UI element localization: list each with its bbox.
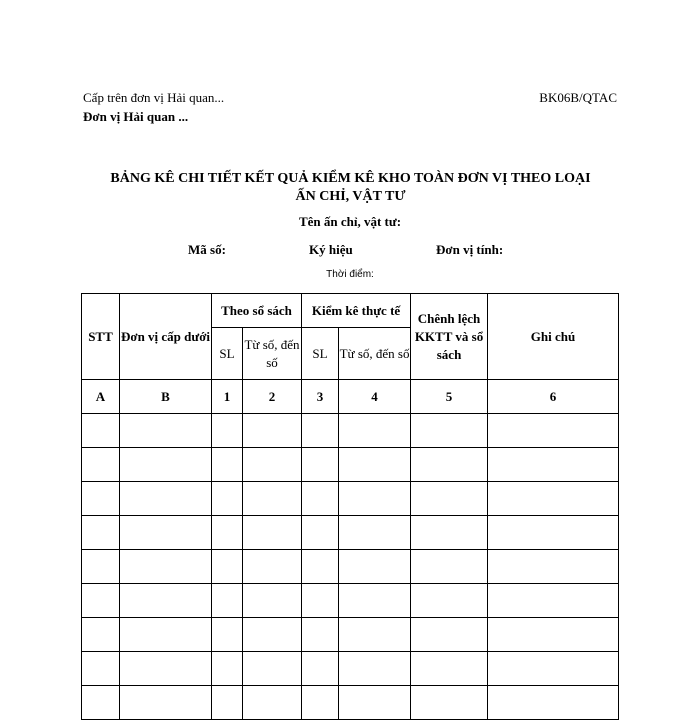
- header-actual-qty: SL: [302, 328, 339, 380]
- table-cell: [339, 414, 411, 448]
- table-cell: [488, 686, 619, 720]
- table-cell: [339, 584, 411, 618]
- table-cell: [339, 516, 411, 550]
- table-cell: [243, 618, 302, 652]
- table-cell: [243, 652, 302, 686]
- table-cell: [488, 584, 619, 618]
- table-cell: [411, 550, 488, 584]
- table-cell: [302, 550, 339, 584]
- table-cell: [243, 516, 302, 550]
- table-cell: [120, 652, 212, 686]
- table-cell: [302, 618, 339, 652]
- table-row: [82, 550, 619, 584]
- table-cell: [411, 686, 488, 720]
- table-cell: [82, 482, 120, 516]
- table-cell: [243, 584, 302, 618]
- inventory-table: [81, 293, 619, 720]
- table-cell: [411, 516, 488, 550]
- table-cell: [212, 618, 243, 652]
- form-code: BK06B/QTAC: [539, 90, 617, 105]
- table-cell: [488, 414, 619, 448]
- table-cell: [120, 686, 212, 720]
- table-cell: [488, 550, 619, 584]
- parent-agency-label: Cấp trên đơn vị Hải quan...: [83, 90, 225, 105]
- header-per-books: Theo sổ sách: [212, 294, 302, 328]
- table-cell: [243, 482, 302, 516]
- table-cell: [488, 448, 619, 482]
- table-cell: [212, 686, 243, 720]
- table-cell: [82, 448, 120, 482]
- table-cell: [243, 550, 302, 584]
- header-difference: Chênh lệch KKTT và sổ sách: [411, 294, 488, 380]
- table-cell: [302, 516, 339, 550]
- header-books-range: Từ số, đến số: [243, 328, 302, 380]
- document-title: [83, 170, 618, 206]
- table-cell: [212, 516, 243, 550]
- table-cell: [120, 584, 212, 618]
- table-cell: [82, 618, 120, 652]
- table-cell: [302, 686, 339, 720]
- table-cell: [243, 448, 302, 482]
- table-cell: [212, 584, 243, 618]
- table-cell: [339, 686, 411, 720]
- table-cell: [411, 618, 488, 652]
- title-line-2: ẤN CHỈ, VẬT TƯ: [295, 189, 406, 204]
- table-cell: [339, 550, 411, 584]
- table-cell: [339, 482, 411, 516]
- table-row: [82, 414, 619, 448]
- header-notes: Ghi chú: [488, 294, 619, 380]
- table-cell: [120, 482, 212, 516]
- table-cell: [411, 584, 488, 618]
- symbol-label: Ký hiệu: [309, 242, 353, 257]
- table-cell: [82, 652, 120, 686]
- table-cell: [302, 584, 339, 618]
- table-cell: [339, 618, 411, 652]
- table-cell: [120, 516, 212, 550]
- item-name-label: Tên ấn chỉ, vật tư:: [298, 214, 402, 229]
- customs-unit-label: Đơn vị Hải quan ...: [83, 109, 189, 124]
- index-cell: A: [82, 380, 120, 414]
- table-cell: [339, 448, 411, 482]
- table-cell: [212, 550, 243, 584]
- index-cell: 1: [212, 380, 243, 414]
- unit-of-measure-label: Đơn vị tính:: [436, 242, 504, 257]
- table-cell: [411, 414, 488, 448]
- table-cell: [411, 652, 488, 686]
- header-stt: STT: [82, 294, 120, 380]
- header-subordinate-unit: Đơn vị cấp dưới: [120, 294, 212, 380]
- header-books-qty: SL: [212, 328, 243, 380]
- table-cell: [82, 686, 120, 720]
- time-label: Thời điểm:: [326, 269, 374, 280]
- index-cell: B: [120, 380, 212, 414]
- table-cell: [488, 482, 619, 516]
- table-cell: [243, 686, 302, 720]
- table-cell: [120, 618, 212, 652]
- table-cell: [411, 448, 488, 482]
- table-cell: [488, 652, 619, 686]
- table-cell: [302, 652, 339, 686]
- table-cell: [243, 414, 302, 448]
- table-row: [82, 482, 619, 516]
- index-cell: 3: [302, 380, 339, 414]
- index-cell: 4: [339, 380, 411, 414]
- index-cell: 6: [488, 380, 619, 414]
- table-cell: [212, 482, 243, 516]
- header-actual-range: Từ số, đến số: [339, 328, 411, 380]
- table-cell: [82, 414, 120, 448]
- table-cell: [339, 652, 411, 686]
- table-cell: [212, 652, 243, 686]
- index-cell: 2: [243, 380, 302, 414]
- header-actual-count: Kiểm kê thực tế: [302, 294, 411, 328]
- table-cell: [212, 448, 243, 482]
- table-row: [82, 652, 619, 686]
- table-row: [82, 618, 619, 652]
- table-cell: [212, 414, 243, 448]
- table-row: [82, 516, 619, 550]
- table-cell: [302, 482, 339, 516]
- table-cell: [120, 448, 212, 482]
- table-cell: [302, 448, 339, 482]
- table-cell: [488, 618, 619, 652]
- table-cell: [488, 516, 619, 550]
- table-row: [82, 686, 619, 720]
- index-cell: 5: [411, 380, 488, 414]
- table-cell: [82, 584, 120, 618]
- table-cell: [302, 414, 339, 448]
- code-label: Mã số:: [188, 242, 226, 257]
- table-cell: [120, 414, 212, 448]
- table-row: [82, 584, 619, 618]
- table-cell: [120, 550, 212, 584]
- column-index-row: [82, 380, 619, 414]
- table-cell: [82, 550, 120, 584]
- title-line-1: BẢNG KÊ CHI TIẾT KẾT QUẢ KIỂM KÊ KHO TOÀN ĐƠN VỊ THEO LOẠI: [110, 171, 591, 186]
- table-cell: [411, 482, 488, 516]
- table-cell: [82, 516, 120, 550]
- table-row: [82, 448, 619, 482]
